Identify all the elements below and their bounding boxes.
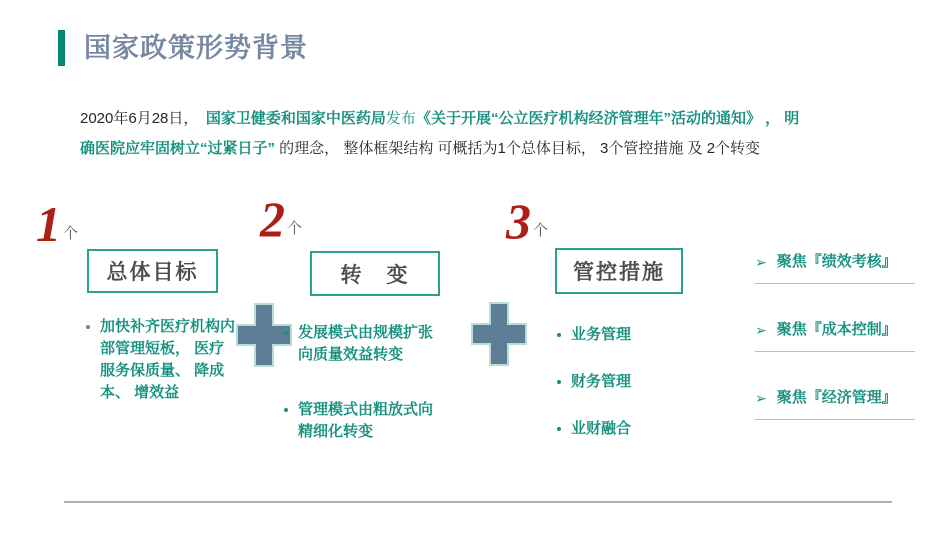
focus-label: 聚焦『成本控制』	[776, 321, 897, 338]
title-accent-bar	[58, 30, 65, 66]
intro-segment: 2020年6月28日，	[80, 110, 206, 127]
arrow-bullet-icon: ➢	[755, 322, 767, 338]
bullet-text: 业财融合	[571, 420, 632, 437]
control-bullet-list	[557, 324, 631, 465]
bullet-text: 财务管理	[571, 373, 632, 390]
plus-icon	[471, 302, 527, 366]
intro-segment-highlight: 发布	[385, 110, 416, 127]
count-unit: 个	[63, 225, 79, 242]
item-count-3	[506, 193, 549, 249]
big-number: 3	[506, 193, 531, 249]
bullet-dot-icon	[284, 408, 288, 412]
bullet-item	[557, 418, 631, 440]
bullet-dot-icon	[557, 380, 561, 384]
goal-bullet-list	[86, 316, 238, 404]
intro-segment: 的理念， 整体框架结构 可概括为1个总体目标， 3个管控措施 及 2个转变	[275, 140, 761, 157]
bullet-item	[557, 324, 631, 346]
bullet-text: 加快补齐医疗机构内部管理短板， 医疗服务保质量、 降成本、 增效益	[100, 318, 236, 401]
transform-bullet-list	[284, 322, 444, 476]
bullet-item	[557, 371, 631, 393]
bullet-text: 管理模式由粗放式向精细化转变	[298, 401, 434, 440]
item-count-1	[36, 196, 79, 252]
intro-segment-highlight: 确医院应牢固树立“过紧日子”	[80, 140, 276, 157]
focus-label: 聚焦『经济管理』	[776, 389, 897, 406]
focus-item-performance	[755, 252, 915, 284]
page-title: 国家政策形势背景	[84, 33, 308, 63]
bullet-text: 业务管理	[571, 326, 632, 343]
intro-segment-highlight: 国家卫健委和国家中医药局	[205, 110, 386, 127]
arrow-bullet-icon: ➢	[755, 390, 767, 406]
focus-item-economy	[755, 388, 915, 420]
control-box	[555, 248, 683, 294]
control-box-label: 管控措施	[573, 261, 665, 284]
count-unit: 个	[533, 222, 549, 239]
transform-box-label: 转 变	[340, 263, 410, 287]
bullet-item	[284, 399, 444, 443]
bottom-divider	[64, 501, 892, 503]
focus-label: 聚焦『绩效考核』	[776, 253, 897, 270]
focus-list	[755, 252, 915, 456]
goal-box	[87, 249, 218, 293]
bullet-dot-icon	[557, 333, 561, 337]
bullet-dot-icon	[557, 427, 561, 431]
bullet-item	[86, 316, 238, 404]
intro-segment-highlight: 《关于开展“公立医疗机构经济管理年”活动的通知》 ， 明	[415, 110, 800, 127]
transform-box	[310, 251, 440, 296]
goal-box-label: 总体目标	[106, 261, 199, 284]
count-unit: 个	[287, 220, 303, 237]
big-number: 1	[36, 196, 61, 252]
big-number: 2	[260, 191, 285, 247]
bullet-dot-icon	[284, 331, 288, 335]
intro-paragraph	[80, 104, 895, 164]
bullet-item	[284, 322, 444, 366]
bullet-text: 发展模式由规模扩张向质量效益转变	[298, 324, 434, 363]
item-count-2	[260, 191, 303, 247]
arrow-bullet-icon: ➢	[755, 254, 767, 270]
focus-item-cost	[755, 320, 915, 352]
bullet-dot-icon	[86, 325, 90, 329]
